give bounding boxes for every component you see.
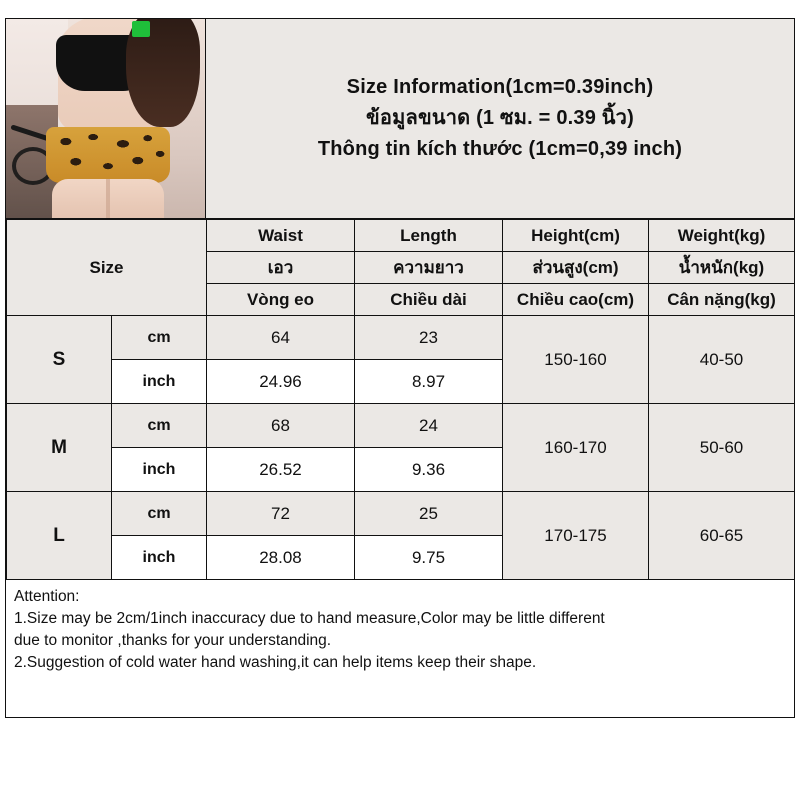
photo-leg-divider [106, 179, 110, 218]
header-weight-vi: Cân nặng(kg) [649, 284, 795, 316]
header-waist-vi: Vòng eo [207, 284, 355, 316]
l-length-cm: 25 [355, 492, 503, 536]
product-photo [6, 19, 206, 218]
m-length-inch: 9.36 [355, 448, 503, 492]
header-height-vi: Chiều cao(cm) [503, 284, 649, 316]
header-size-label: Size [7, 220, 207, 316]
title-english: Size Information(1cm=0.39inch) [346, 76, 654, 98]
s-waist-cm: 64 [207, 316, 355, 360]
attention-line-1: 1.Size may be 2cm/1inch inaccuracy due to hand measure,Color may be little different [14, 610, 605, 627]
s-weight: 40-50 [649, 316, 795, 404]
l-length-inch: 9.75 [355, 536, 503, 580]
l-height: 170-175 [503, 492, 649, 580]
photo-leopard-shorts [46, 127, 170, 183]
row-size-s: S [7, 316, 112, 404]
row-size-l: L [7, 492, 112, 580]
l-weight: 60-65 [649, 492, 795, 580]
table-header-row-en [7, 220, 795, 252]
header-weight-en: Weight(kg) [649, 220, 795, 252]
title-thai: ข้อมูลขนาด (1 ซม. = 0.39 นิ้ว) [366, 107, 634, 129]
row-size-m: M [7, 404, 112, 492]
l-waist-inch: 28.08 [207, 536, 355, 580]
header-length-th: ความยาว [355, 252, 503, 284]
unit-cm-m: cm [112, 404, 207, 448]
header-weight-th: น้ำหนัก(kg) [649, 252, 795, 284]
table-row [7, 492, 795, 536]
chart-header [6, 19, 794, 219]
header-length-en: Length [355, 220, 503, 252]
size-chart-container [5, 18, 795, 718]
attention-line-3: 2.Suggestion of cold water hand washing,it can help items keep their shape. [14, 654, 537, 671]
unit-cm-s: cm [112, 316, 207, 360]
l-waist-cm: 72 [207, 492, 355, 536]
unit-inch-m: inch [112, 448, 207, 492]
unit-cm-l: cm [112, 492, 207, 536]
s-waist-inch: 24.96 [207, 360, 355, 404]
unit-inch-l: inch [112, 536, 207, 580]
s-length-cm: 23 [355, 316, 503, 360]
table-row [7, 404, 795, 448]
title-vietnamese: Thông tin kích thước (1cm=0,39 inch) [317, 138, 683, 160]
m-length-cm: 24 [355, 404, 503, 448]
photo-green-tag [132, 21, 150, 37]
header-waist-en: Waist [207, 220, 355, 252]
m-waist-inch: 26.52 [207, 448, 355, 492]
header-height-en: Height(cm) [503, 220, 649, 252]
header-height-th: ส่วนสูง(cm) [503, 252, 649, 284]
chart-title-block [206, 19, 794, 218]
attention-block [6, 580, 794, 678]
table-row [7, 316, 795, 360]
attention-heading: Attention: [14, 588, 80, 605]
header-waist-th: เอว [207, 252, 355, 284]
s-length-inch: 8.97 [355, 360, 503, 404]
unit-inch-s: inch [112, 360, 207, 404]
header-length-vi: Chiều dài [355, 284, 503, 316]
size-table [6, 219, 795, 580]
m-waist-cm: 68 [207, 404, 355, 448]
attention-line-2: due to monitor ,thanks for your understanding. [14, 632, 332, 649]
m-weight: 50-60 [649, 404, 795, 492]
s-height: 150-160 [503, 316, 649, 404]
m-height: 160-170 [503, 404, 649, 492]
